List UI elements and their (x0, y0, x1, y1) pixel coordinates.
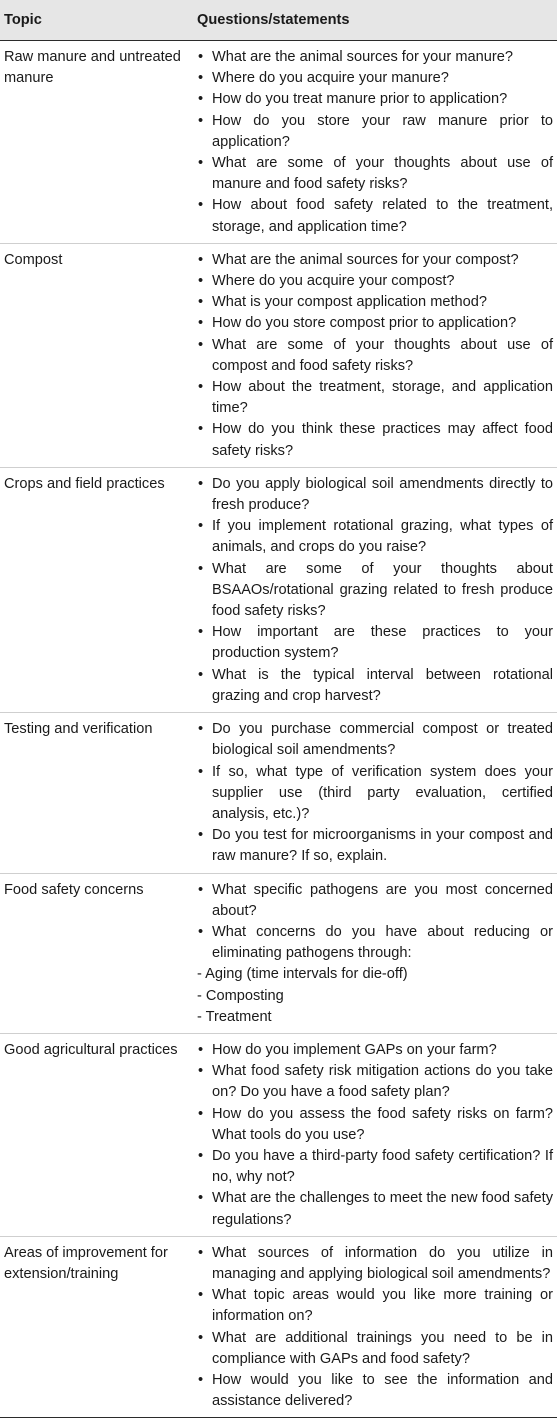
topic-cell: Areas of improvement for extension/training (0, 1236, 197, 1418)
question-item: • If so, what type of verification system does your supplier use (third party evaluation, certified analysis, etc.)? (197, 762, 553, 826)
table-header (0, 0, 557, 41)
topic-cell: Food safety concerns (0, 873, 197, 1033)
question-item: • What are some of your thoughts about use of compost and food safety risks? (197, 335, 553, 377)
question-list (197, 47, 553, 238)
question-list (197, 1040, 553, 1231)
table-row (0, 243, 557, 467)
question-item: • Do you purchase commercial compost or treated biological soil amendments? (197, 719, 553, 761)
question-item: • Do you apply biological soil amendments directly to fresh produce? (197, 474, 553, 516)
questions-cell (197, 713, 557, 873)
sub-item: - Composting (197, 987, 284, 1004)
topic-cell: Crops and field practices (0, 467, 197, 712)
question-item: • How do you store your raw manure prior to application? (197, 111, 553, 153)
questions-cell (197, 1033, 557, 1236)
question-item: • How do you store compost prior to application? (197, 313, 553, 334)
question-item: • How about the treatment, storage, and application time? (197, 377, 553, 419)
questions-cell (197, 873, 557, 1033)
question-list (197, 880, 553, 1028)
question-list (197, 1243, 553, 1413)
topic-cell: Compost (0, 243, 197, 467)
questions-cell (197, 1236, 557, 1418)
question-item: • How important are these practices to your production system? (197, 622, 553, 664)
questions-cell (197, 243, 557, 467)
question-item: • If you implement rotational grazing, what types of animals, and crops do you raise? (197, 516, 553, 558)
question-item: • What are some of your thoughts about BSAAOs/rotational grazing related to fresh produce food safety risks? (197, 559, 553, 623)
question-item: • How do you implement GAPs on your farm? (197, 1040, 553, 1061)
sub-item: - Treatment (197, 1008, 272, 1025)
question-item: • Where do you acquire your manure? (197, 68, 553, 89)
question-item: • What is your compost application method? (197, 292, 553, 313)
question-item: • What are the animal sources for your manure? (197, 47, 553, 68)
questions-column-header: Questions/statements (197, 0, 557, 41)
question-item: • Do you have a third-party food safety certification? If no, why not? (197, 1146, 553, 1188)
table-body (0, 41, 557, 1418)
question-item: • How do you assess the food safety risks on farm? What tools do you use? (197, 1104, 553, 1146)
topic-cell: Good agricultural practices (0, 1033, 197, 1236)
question-item: • What food safety risk mitigation actions do you take on? Do you have a food safety plan? (197, 1061, 553, 1103)
question-item: • What is the typical interval between rotational grazing and crop harvest? (197, 665, 553, 707)
table-row (0, 873, 557, 1033)
question-list (197, 250, 553, 462)
question-item: • What are additional trainings you need to be in compliance with GAPs and food safety? (197, 1328, 553, 1370)
header-row (0, 0, 557, 41)
question-item: • How do you treat manure prior to application? (197, 89, 553, 110)
question-item: • What concerns do you have about reducing or eliminating pathogens through: (197, 922, 553, 964)
question-item: • What topic areas would you like more training or information on? (197, 1285, 553, 1327)
question-item: • How do you think these practices may affect food safety risks? (197, 419, 553, 461)
question-list (197, 474, 553, 707)
question-item: • What are the animal sources for your compost? (197, 250, 553, 271)
question-item: • How would you like to see the information and assistance delivered? (197, 1370, 553, 1412)
topic-cell: Testing and verification (0, 713, 197, 873)
question-item: • Do you test for microorganisms in your compost and raw manure? If so, explain. (197, 825, 553, 867)
table-row (0, 467, 557, 712)
sub-item: - Aging (time intervals for die-off) (197, 966, 408, 983)
table-row (0, 1236, 557, 1418)
table-row (0, 41, 557, 244)
question-list (197, 719, 553, 867)
question-item: • How about food safety related to the treatment, storage, and application time? (197, 195, 553, 237)
question-item: • Where do you acquire your compost? (197, 271, 553, 292)
table-row (0, 1033, 557, 1236)
question-item: • What are some of your thoughts about use of manure and food safety risks? (197, 153, 553, 195)
topic-column-header: Topic (0, 0, 197, 41)
question-item: • What specific pathogens are you most concerned about? (197, 880, 553, 922)
question-item: • What are the challenges to meet the new food safety regulations? (197, 1188, 553, 1230)
table-row (0, 713, 557, 873)
topic-cell: Raw manure and untreated manure (0, 41, 197, 244)
questions-cell (197, 467, 557, 712)
question-item: • What sources of information do you utilize in managing and applying biological soil amendments? (197, 1243, 553, 1285)
questions-cell (197, 41, 557, 244)
